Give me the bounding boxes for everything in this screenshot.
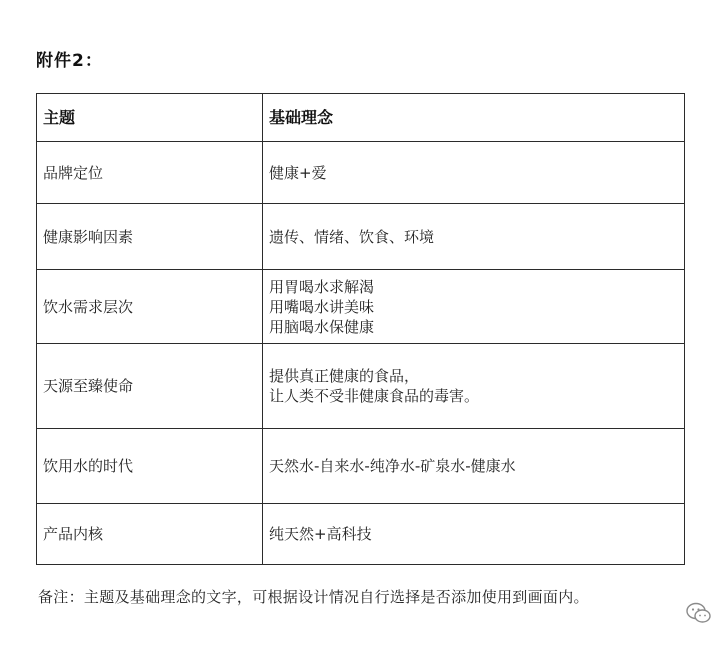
header-topic: 主题 xyxy=(37,94,263,142)
attachment-title: 附件2： xyxy=(36,51,103,71)
concept-line: 健康+爱 xyxy=(269,163,327,182)
concept-cell xyxy=(263,344,685,429)
table-row xyxy=(37,344,685,429)
table-header-row xyxy=(37,94,685,142)
topic-cell: 饮水需求层次 xyxy=(37,270,263,344)
topic-cell: 饮用水的时代 xyxy=(37,429,263,504)
concept-line: 用胃喝水求解渴 xyxy=(269,277,375,296)
concept-line: 纯天然+高科技 xyxy=(269,525,372,543)
concept-line: 用脑喝水保健康 xyxy=(269,317,375,336)
table-row xyxy=(37,429,685,504)
concept-cell xyxy=(263,204,685,270)
table-row xyxy=(37,204,685,270)
table-row xyxy=(37,142,685,204)
topic-cell: 品牌定位 xyxy=(37,142,263,204)
concept-cell xyxy=(263,504,685,565)
topic-cell: 产品内核 xyxy=(37,504,263,565)
table-row xyxy=(37,504,685,565)
concept-line: 天然水-自来水-纯净水-矿泉水-健康水 xyxy=(269,457,516,475)
table-row xyxy=(37,270,685,344)
concept-line: 提供真正健康的食品， xyxy=(269,367,420,385)
concept-cell xyxy=(263,270,685,344)
concept-cell xyxy=(263,142,685,204)
header-concept: 基础理念 xyxy=(263,94,685,142)
concept-table xyxy=(36,93,685,565)
topic-cell: 天源至臻使命 xyxy=(37,344,263,429)
topic-cell: 健康影响因素 xyxy=(37,204,263,270)
wechat-icon xyxy=(684,598,714,628)
footnote-note: 备注：主题及基础理念的文字，可根据设计情况自行选择是否添加使用到画面内。 xyxy=(38,588,589,606)
concept-line: 让人类不受非健康食品的毒害。 xyxy=(269,387,480,405)
concept-line: 遗传、情绪、饮食、环境 xyxy=(269,227,435,246)
concept-cell xyxy=(263,429,685,504)
concept-line: 用嘴喝水讲美味 xyxy=(269,297,375,316)
